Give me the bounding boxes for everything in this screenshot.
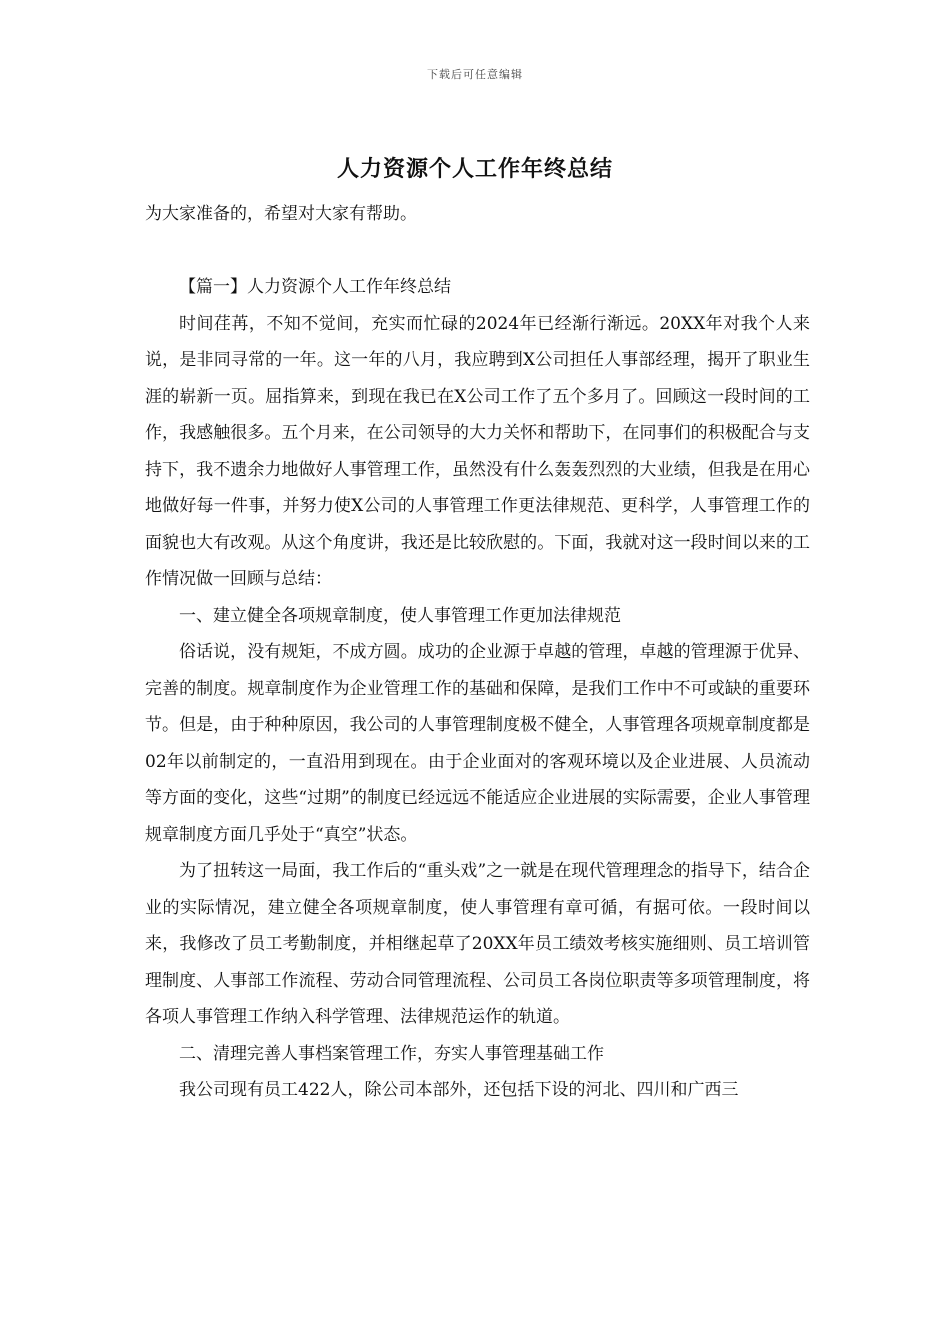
page-header: 下载后可任意编辑 xyxy=(427,68,523,81)
intro-text: 为大家准备的，希望对大家有帮助。 xyxy=(145,204,417,224)
document-body xyxy=(145,196,810,1109)
paragraph: 时间荏苒，不知不觉间，充实而忙碌的2024年已经渐行渐远。20XX年对我个人来说，是非同寻常的一年。这一年的八月，我应聘到X公司担任人事部经理，揭开了职业生涯的崭新一页。屈指算来，到现在我已在X公司工作了五个多月了。回顾这一段时间的工作，我感触很多。五个月来，在公司领导的大力关怀和帮助下，在同事们的积极配合与支持下，我不遗余力地做好人事管理工作，虽然没有什么轰轰烈烈的大业绩，但我是在用心地做好每一件事，并努力使X公司的人事管理工作更法律规范、更科学，人事管理工作的面貌也大有改观。从这个角度讲，我还是比较欣慰的。下面，我就对这一段时间以来的工作情况做一回顾与总结： xyxy=(145,313,810,589)
subheading-1: 一、建立健全各项规章制度，使人事管理工作更加法律规范 xyxy=(179,605,621,626)
blank-line xyxy=(145,233,810,270)
document-title: 人力资源个人工作年终总结 xyxy=(336,156,613,182)
paragraph: 俗话说，没有规矩，不成方圆。成功的企业源于卓越的管理，卓越的管理源于优异、完善的制度。规章制度作为企业管理工作的基础和保障，是我们工作中不可或缺的重要环节。但是，由于种种原因，我公司的人事管理制度极不健全，人事管理各项规章制度都是02年以前制定的，一直沿用到现在。由于企业面对的客观环境以及企业进展、人员流动等方面的变化，这些“过期”的制度已经远远不能适应企业进展的实际需要，企业人事管理规章制度方面几乎处于“真空”状态。 xyxy=(145,642,810,845)
paragraph: 我公司现有员工422人，除公司本部外，还包括下设的河北、四川和广西三 xyxy=(179,1080,739,1100)
subheading-2: 二、清理完善人事档案管理工作，夯实人事管理基础工作 xyxy=(179,1043,604,1064)
section-heading: 【篇一】人力资源个人工作年终总结 xyxy=(179,277,451,297)
paragraph: 为了扭转这一局面，我工作后的“重头戏”之一就是在现代管理理念的指导下，结合企业的实际情况，建立健全各项规章制度，使人事管理有章可循，有据可依。一段时间以来，我修改了员工考勤制度，并相继起草了20XX年员工绩效考核实施细则、员工培训管理制度、人事部工作流程、劳动合同管理流程、公司员工各岗位职责等多项管理制度，将各项人事管理工作纳入科学管理、法律规范运作的轨道。 xyxy=(145,861,810,1027)
